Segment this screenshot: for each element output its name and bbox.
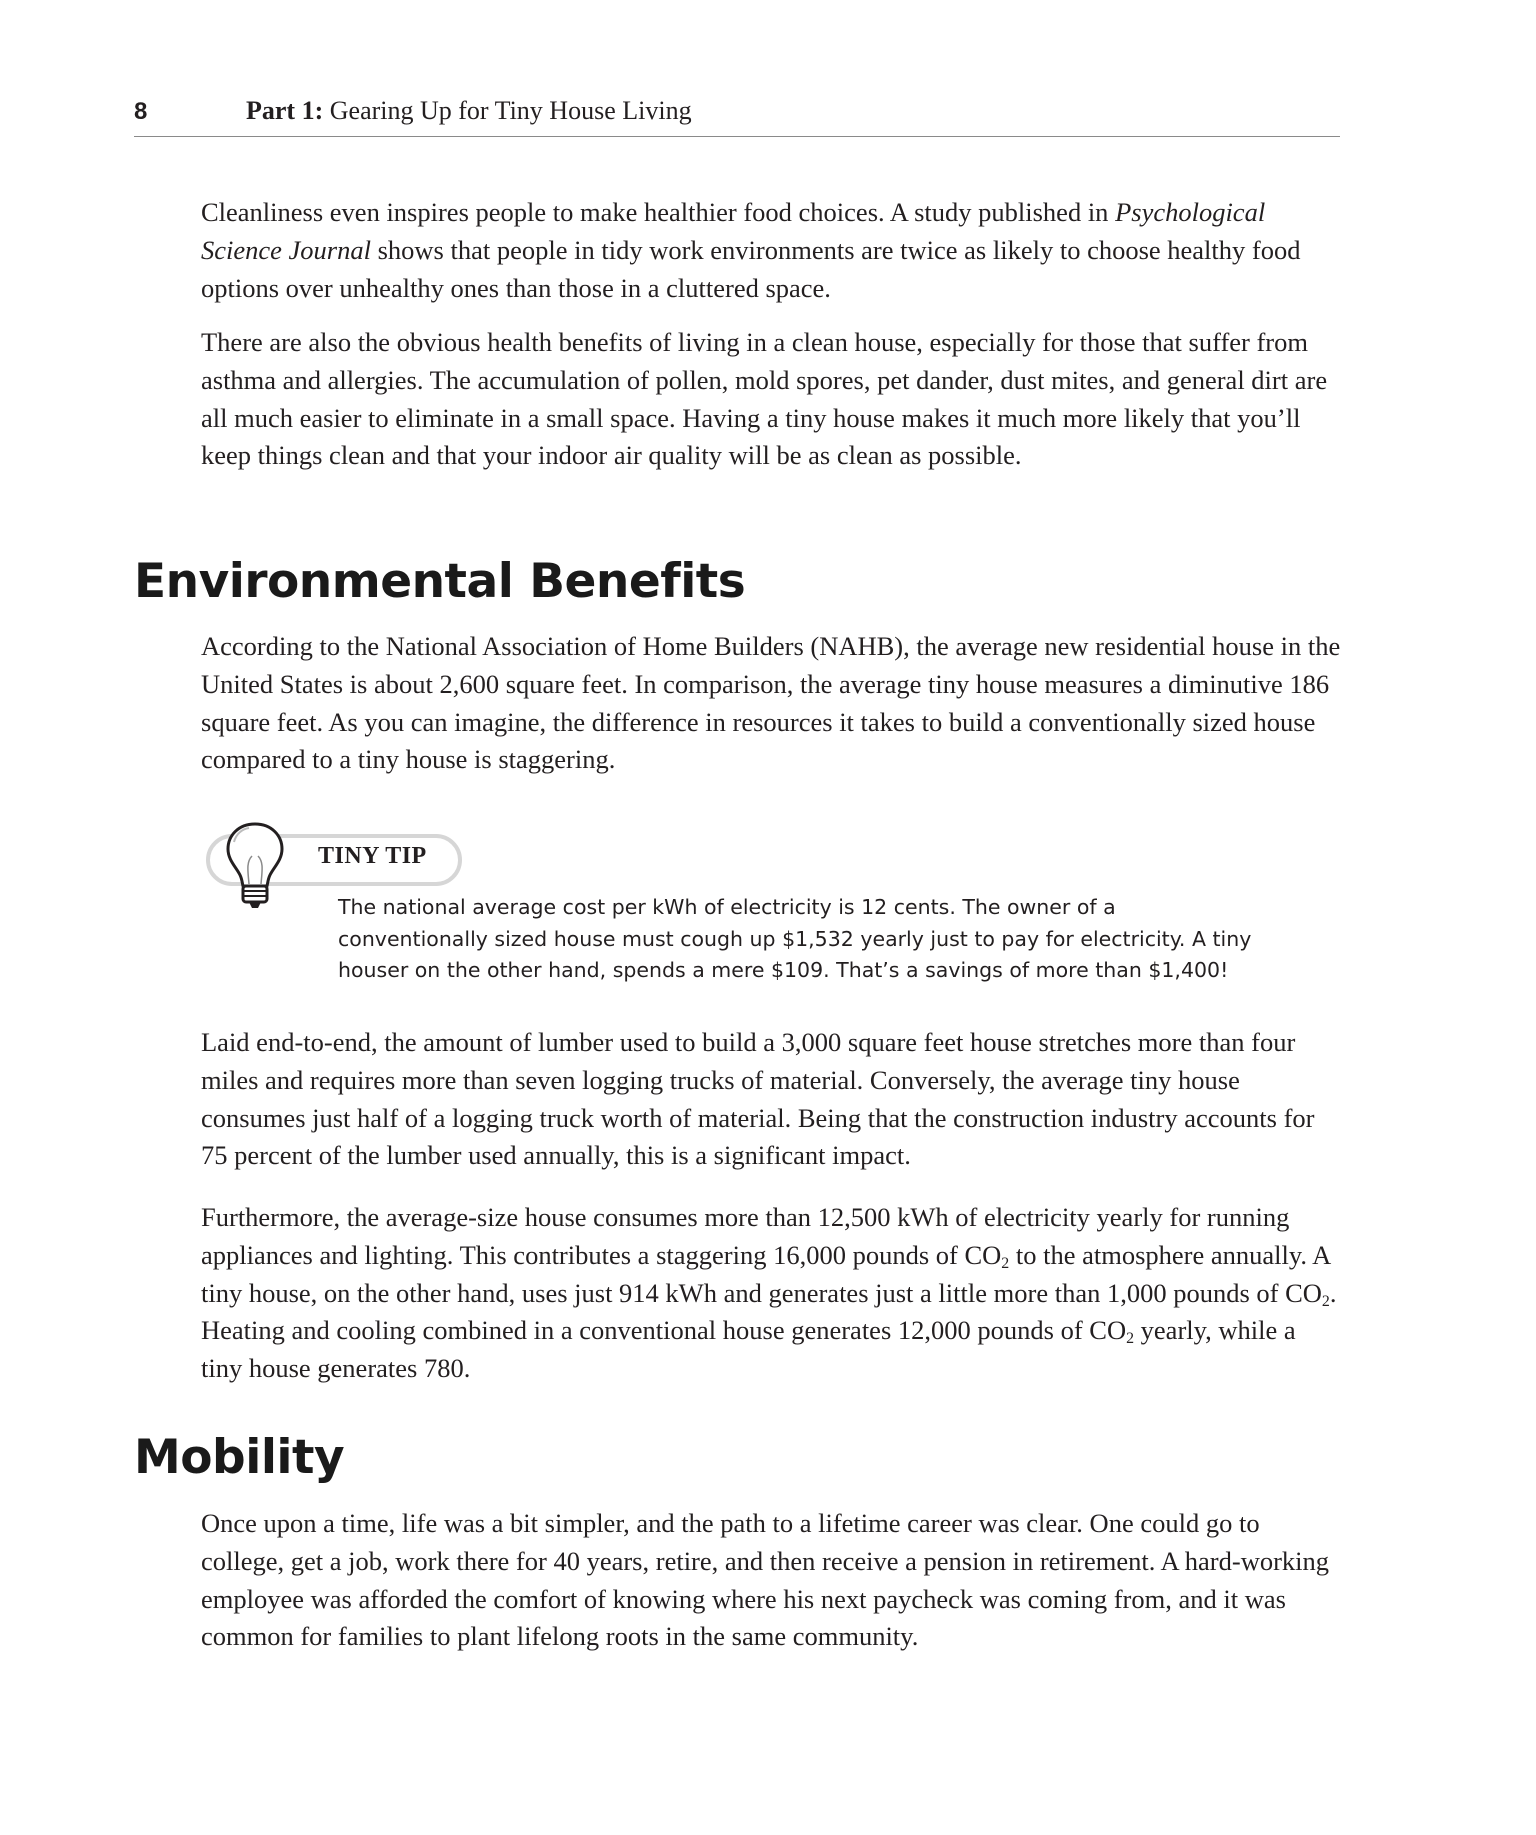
- p3-text-c: . Heating and cooling combined in a conventional house generates 12,000 pounds of CO: [201, 1277, 1337, 1346]
- mobility-paragraph-1: Once upon a time, life was a bit simpler, and the path to a lifetime career was clear. One could go to college, get a job, work there for 40 years, retire, and then receive a pension in retirement. A hard-working employee was afforded the comfort of knowing where his next paycheck was coming from, and it was common for families to plant lifelong roots in the same community.: [201, 1508, 1330, 1652]
- page-number: 8: [134, 98, 148, 125]
- p3-text-a: Furthermore, the average-size house consumes more than 12,500 kWh of electricity yearly for running appliances and lighting. This contributes a staggering 16,000 pounds of CO: [201, 1202, 1290, 1270]
- part-name: Gearing Up for Tiny House Living: [329, 96, 692, 125]
- tip-text: The national average cost per kWh of electricity is 12 cents. The owner of a conventionally sized house must cough up $1,532 yearly just to pay for electricity. A tiny houser on the other hand, spends a mere $109. That’s a savings of more than $1,400!: [338, 895, 1252, 982]
- environmental-paragraph-1: According to the National Association of Home Builders (NAHB), the average new residential house in the United States is about 2,600 square feet. In comparison, the average tiny house measures a diminutive 186 square feet. As you can imagine, the difference in resources it takes to build a conventionally sized house compared to a tiny house is staggering.: [201, 631, 1341, 775]
- journal-title: Psychological Science Journal: [201, 197, 1266, 265]
- lightbulb-icon: [222, 820, 288, 910]
- p3-text-d: yearly, while a tiny house generates 780.: [201, 1315, 1296, 1384]
- intro-paragraph-2: There are also the obvious health benefits of living in a clean house, especially for those that suffer from asthma and allergies. The accumulation of pollen, mold spores, pet dander, dust mites, and general dirt are all much easier to eliminate in a small space. Having a tiny house makes it much more likely that you’ll keep things clean and that your indoor air quality will be as clean as possible.: [201, 327, 1328, 471]
- section-heading-environmental: Environmental Benefits: [134, 554, 746, 609]
- intro-paragraph-1: [201, 194, 1343, 307]
- part-title: [246, 96, 692, 126]
- intro-p1-text-b: shows that people in tidy work environments are twice as likely to choose healthy food options over unhealthy ones than those in a cluttered space.: [201, 234, 1301, 303]
- environmental-paragraph-2: Laid end-to-end, the amount of lumber used to build a 3,000 square feet house stretches more than four miles and requires more than seven logging trucks of material. Conversely, the average tiny house consumes just half of a logging truck worth of material. Being that the construction industry accounts for 75 percent of the lumber used annually, this is a significant impact.: [201, 1027, 1315, 1171]
- intro-p1-text-a: Cleanliness even inspires people to make healthier food choices. A study published in: [201, 197, 1116, 227]
- p3-text-b: to the atmosphere annually. A tiny house, on the other hand, uses just 914 kWh and generates just a little more than 1,000 pounds of CO: [201, 1239, 1330, 1308]
- co2-subscript: 2: [1321, 1292, 1330, 1310]
- co2-subscript: 2: [1001, 1254, 1010, 1272]
- part-label: Part 1:: [246, 96, 324, 125]
- co2-subscript: 2: [1126, 1330, 1135, 1348]
- section-heading-mobility: Mobility: [134, 1430, 345, 1485]
- environmental-paragraph-3: [201, 1199, 1343, 1388]
- tip-label: TINY TIP: [318, 843, 427, 869]
- running-header: [134, 96, 1340, 137]
